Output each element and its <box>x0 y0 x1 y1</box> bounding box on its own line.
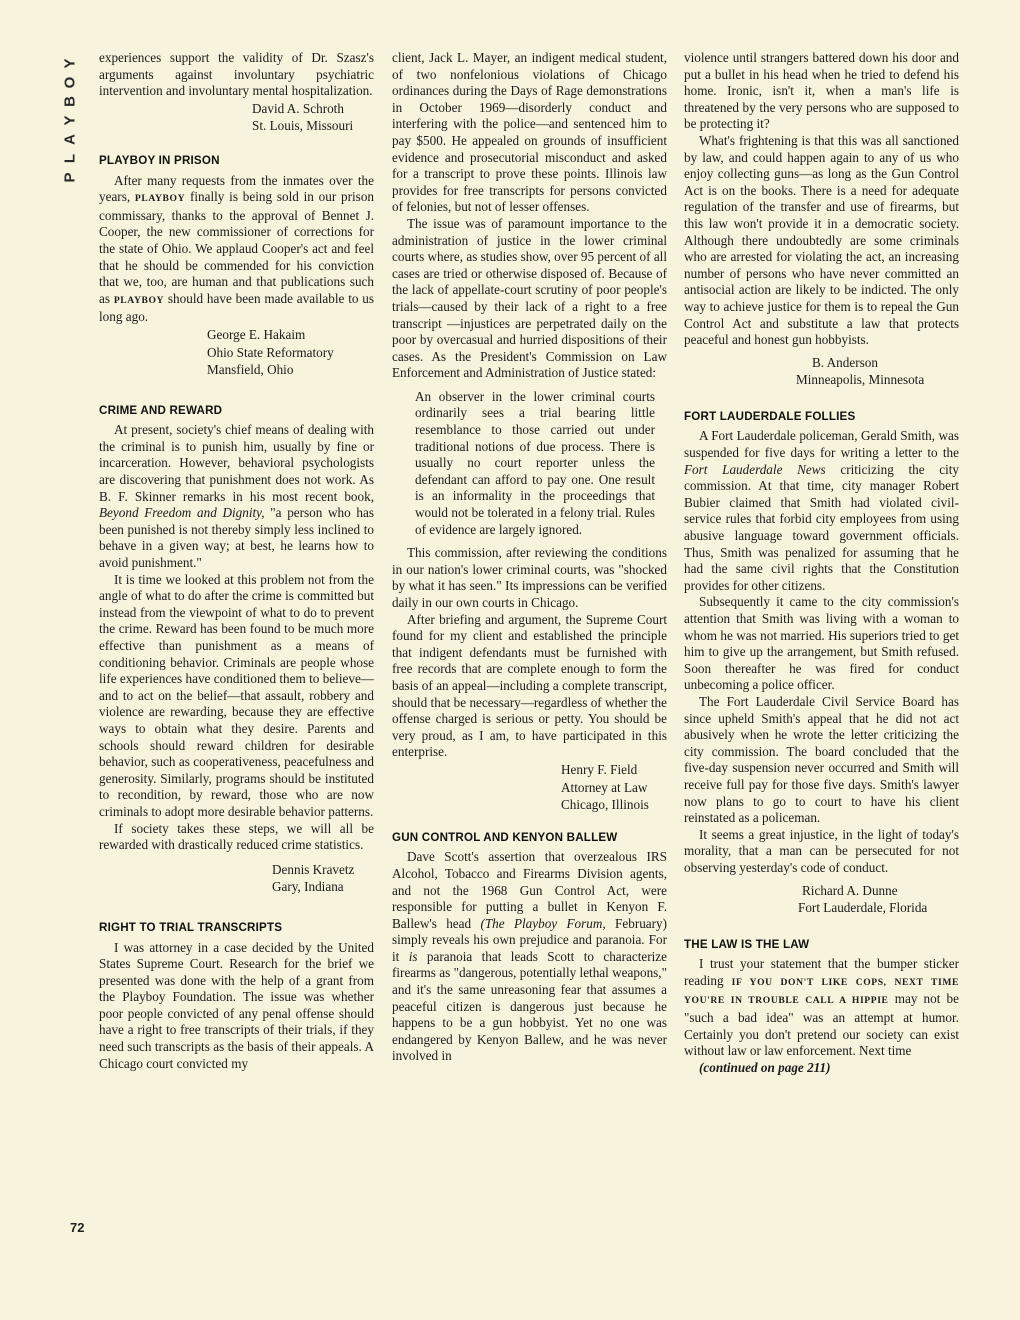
section-heading: FORT LAUDERDALE FOLLIES <box>684 409 856 423</box>
column-2 <box>392 50 667 1065</box>
paragraph: If society takes these steps, we will all be rewarded with drastically reduced crime statistics. <box>99 820 374 853</box>
paragraph: Subsequently it came to the city commission's attention that Smith was living with a woman to whom he was not married. His superiors tried to get him to give up the arrangement, but Smith refused. Soon thereafter he was fired for conduct unbecoming a police officer. <box>684 594 959 693</box>
signature-title: Attorney at Law <box>561 779 648 795</box>
continued-note: (continued on page 211) <box>699 1059 831 1075</box>
paragraph: I was attorney in a case decided by the United States Supreme Court. Research for the brief we presented was done with the help of a grant from the Playboy Foundation. The issue was whether poor people convicted of any penal offense should have a right to free transcripts of their trials, if they need such transcripts as the basis of their appeals. A Chicago court convicted my <box>99 939 374 1071</box>
paragraph: This commission, after reviewing the conditions in our nation's lower criminal courts, was "shocked by what it has seen." Its impressions can be verified daily in our own courts in Chicago. <box>392 545 667 610</box>
signature-name: David A. Schroth <box>252 100 344 116</box>
paragraph: violence until strangers battered down his door and put a bullet in his head when he tried to defend his home. Ironic, isn't it, when a man's life is threatened by the very persons who are supposed to be protecting it? <box>684 50 959 132</box>
signature-name: Dennis Kravetz <box>272 861 355 877</box>
section-heading: RIGHT TO TRIAL TRANSCRIPTS <box>99 920 283 934</box>
signature-name: George E. Hakaim <box>207 326 306 342</box>
signature-place: Minneapolis, Minnesota <box>796 372 925 388</box>
block-quote: An observer in the lower criminal courts ordinarily sees a trial bearing little resemblance to those carried out under traditional notions of due process. There is usually no court reporter unless the defendant can afford to pay one. One result is an informality in the proceedings that would not be tolerated in a felony trial. Rules of evidence are largely ignored. <box>415 388 655 537</box>
paragraph: The issue was of paramount importance to the administration of justice in the lower criminal courts where, as studies show, over 95 percent of all cases are tried or otherwise disposed of. Because of the lack of appellate-court scrutiny of poor people's trials—caused by their lack of a right to a free transcript —injustices are perpetrated daily on the poor by overcasual and hurried dispositions of their cases. As the President's Commission on Law Enforcement and Administration of Justice stated: <box>392 215 667 381</box>
page-number: 72 <box>70 1220 85 1235</box>
paragraph: It is time we looked at this problem not from the angle of what to do after the crime is committed but instead from the viewpoint of what to do to prevent the crime. Reward has been found to be much more effective than punishment as a means of conditioning behavior. Criminals are people whose life experiences have conditioned them to believe—and to act on the belief—that assault, robbery and violence are rewarding, because they are effective ways to obtain what they desire. Parents and schools should reward children for desirable behavior, such as cooperativeness, peacefulness and generosity. Similarly, programs should be instituted to recondition, by reward, those who are now criminals to adopt more desirable behavior patterns. <box>99 571 374 819</box>
signature-place: Chicago, Illinois <box>561 797 649 813</box>
signature-org: Ohio State Reformatory <box>207 344 334 360</box>
signature-place: Fort Lauderdale, Florida <box>798 900 928 916</box>
paragraph: Dave Scott's assertion that overzealous IRS Alcohol, Tobacco and Firearms Division agents, and not the 1968 Gun Control Act, were responsible for putting a bullet in Kenyon F. Ballew's head (The Playboy Forum, February) simply reveals his own prejudice and paranoia. For it is paranoia that leads Scott to characterize firearms as "dangerous, potentially lethal weapons," and it's the same unreasoning fear that assumes a peaceful citizen is dangerous just because he happens to be a gun hobbyist. Yet no one was endangered by Kenyon Ballew, and he was never involved in <box>392 849 668 1064</box>
signature-place: Gary, Indiana <box>272 879 344 895</box>
paragraph: I trust your statement that the bumper sticker reading IF YOU DON'T LIKE COPS, NEXT TIME YOU'RE IN TROUBLE CALL A HIPPIE may not be "such a bad idea" was an attempt at humor. Certainly you don't pretend our society can exist without law or law enforcement. Next time <box>684 956 959 1059</box>
paragraph: It seems a great injustice, in the light of today's morality, that a man can be persecuted for not observing yesterday's code of conduct. <box>684 826 959 875</box>
paragraph: What's frightening is that this was all sanctioned by law, and could happen again to any of us who enjoy collecting guns—as long as the Gun Control Act is on the books. There is a need for adequate regulation of the transfer and use of firearms, but this law won't provide it in a democratic society. Although there undoubtedly are some criminals who are arrested for violating the act, an increasing number of persons who have never committed an antisocial action are likely to be indicted. The only way to achieve justice for them is to repeal the Gun Control Act and substitute a law that protects peaceful and honest gun hobbyists. <box>684 132 959 348</box>
signature-name: Richard A. Dunne <box>802 882 898 898</box>
section-heading: THE LAW IS THE LAW <box>684 937 810 951</box>
paragraph: experiences support the validity of Dr. Szasz's arguments against involuntary psychiatric intervention and involuntary mental hospitalization. <box>99 50 374 99</box>
section-heading: GUN CONTROL AND KENYON BALLEW <box>392 830 618 844</box>
signature-name: Henry F. Field <box>561 761 638 777</box>
running-head <box>62 54 78 187</box>
running-head-label: Y O B Y A L P <box>61 58 79 183</box>
paragraph: The Fort Lauderdale Civil Service Board has since upheld Smith's appeal that he did not act abusively when he wrote the letter criticizing the city commission. The board concluded that the five-day suspension never occurred and Smith will receive full pay for those five days. Smith's lawyer now plans to go to court to have his client reinstated as a policeman. <box>684 693 959 826</box>
section-heading: PLAYBOY IN PRISON <box>99 153 220 167</box>
column-1 <box>99 50 374 1072</box>
section-heading: CRIME AND REWARD <box>99 403 223 417</box>
signature-place: Mansfield, Ohio <box>207 362 294 378</box>
paragraph: After briefing and argument, the Supreme Court found for my client and established the principle that indigent defendants must be furnished with free records that are complete enough to form the basis of an appeal—including a complete transcript, should that be necessary—regardless of whether the offense charged is serious or petty. You should be very proud, as I am, to have participated in this enterprise. <box>392 611 667 760</box>
paragraph: A Fort Lauderdale policeman, Gerald Smith, was suspended for five days for writing a letter to the Fort Lauderdale News criticizing the city commission. At that time, city manager Robert Bubier claimed that Smith had violated civil-service rules that forbid city employees from using abusive language toward government officials. Thus, Smith was penalized for assuming that he had the same civil rights that the Constitution provides for other citizens. <box>684 428 960 593</box>
signature-name: B. Anderson <box>812 354 878 370</box>
paragraph: client, Jack L. Mayer, an indigent medical student, of two nonfelonious violations of Chicago ordinances during the Days of Rage demonstrations in October 1969—disorderly conduct and interfering with the police—and sentenced him to pay $500. He appealed on grounds of insufficient evidence and prosecutorial misconduct and asked for a transcript to prove these points. Illinois law provides for free transcripts for persons convicted of felonies, but not of lesser offenses. <box>392 50 667 215</box>
signature-place: St. Louis, Missouri <box>252 118 354 134</box>
paragraph: At present, society's chief means of dealing with the criminal is to punish him, usually by fine or incarceration. However, behavioral psychologists are discovering that punishment does not work. As B. F. Skinner remarks in his most recent book, Beyond Freedom and Dignity, "a person who has been punished is not thereby simply less inclined to behave in a given way; at best, he learns how to avoid punishment." <box>99 422 374 571</box>
column-3 <box>684 50 959 1076</box>
paragraph: After many requests from the inmates over the years, PLAYBOY finally is being sold in our prison commissary, thanks to the approval of Bennet J. Cooper, the new commissioner of corrections for the state of Ohio. We applaud Cooper's act and feel that he should be commended for his conviction that we, too, are human and that publications such as PLAYBOY should have been made available to us long ago. <box>99 172 375 325</box>
